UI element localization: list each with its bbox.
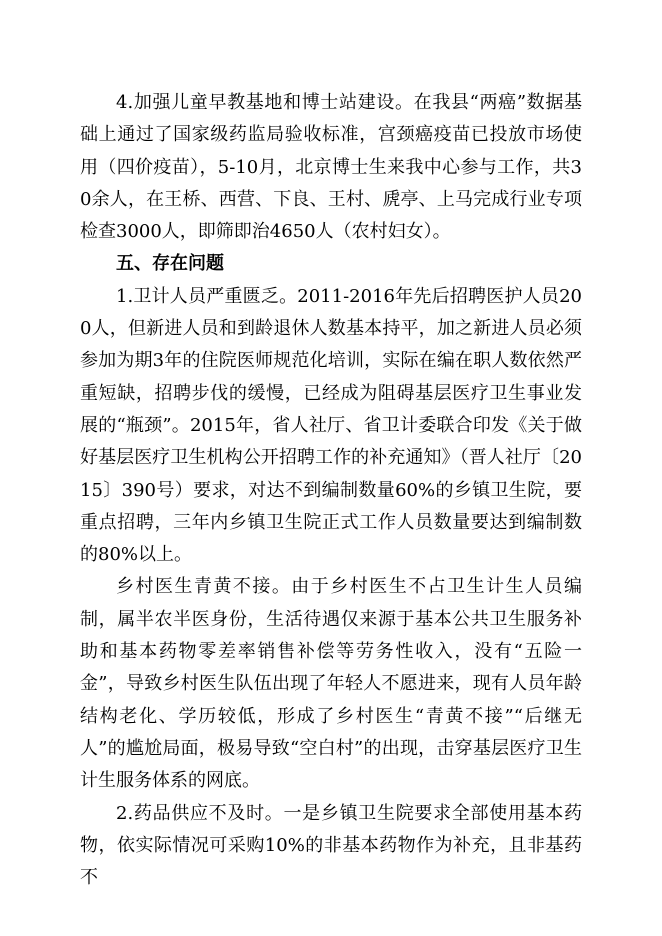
paragraph-village-doctors: 乡村医生青黄不接。由于乡村医生不占卫生计生人员编制，属半农半医身份，生活待遇仅来源于基本公共卫生服务补助和基本药物零差率销售补偿等劳务性收入，没有“五险一金”，导致乡村医生队伍出现了年轻人不愿进来，现有人员年龄结构老化、学历较低，形成了乡村医生“青黄不接”“后继无人”的尴尬局面，极易导致“空白村”的出现，击穿基层医疗卫生计生服务体系的网底。 <box>80 576 582 792</box>
paragraph-staff-shortage: 1.卫计人员严重匮乏。2011-2016年先后招聘医护人员200人，但新进人员和到龄退休人数基本持平，加之新进人员必须参加为期3年的住院医师规范化培训，实际在编在职人数依然严重短缺，招聘步伐的缓慢，已经成为阻碍基层医疗卫生事业发展的“瓶颈”。2015年，省人社厅、省卫计委联合印发《关于做好基层医疗卫生机构公开招聘工作的补充通知》（晋人社厅〔2015〕390号）要求，对达不到编制数量60%的乡镇卫生院，要重点招聘，三年内乡镇卫生院正式工作人员数量要达到编制数的80%以上。 <box>80 285 582 566</box>
paragraph-drug-supply: 2.药品供应不及时。一是乡镇卫生院要求全部使用基本药物，依实际情况可采购10%的非基本药物作为补充，且非基药不 <box>80 802 582 889</box>
section-heading-problems: 五、存在问题 <box>116 253 224 275</box>
paragraph-early-education: 4.加强儿童早教基地和博士站建设。在我县“两癌”数据基础上通过了国家级药监局验收标准，宫颈癌疫苗已投放市场使用（四价疫苗），5-10月，北京博士生来我中心参与工作，共30余人，在王桥、西营、下良、王村、虒亭、上马完成行业专项检查3000人，即筛即治4650人（农村妇女）。 <box>80 92 582 243</box>
document-body <box>80 87 582 894</box>
